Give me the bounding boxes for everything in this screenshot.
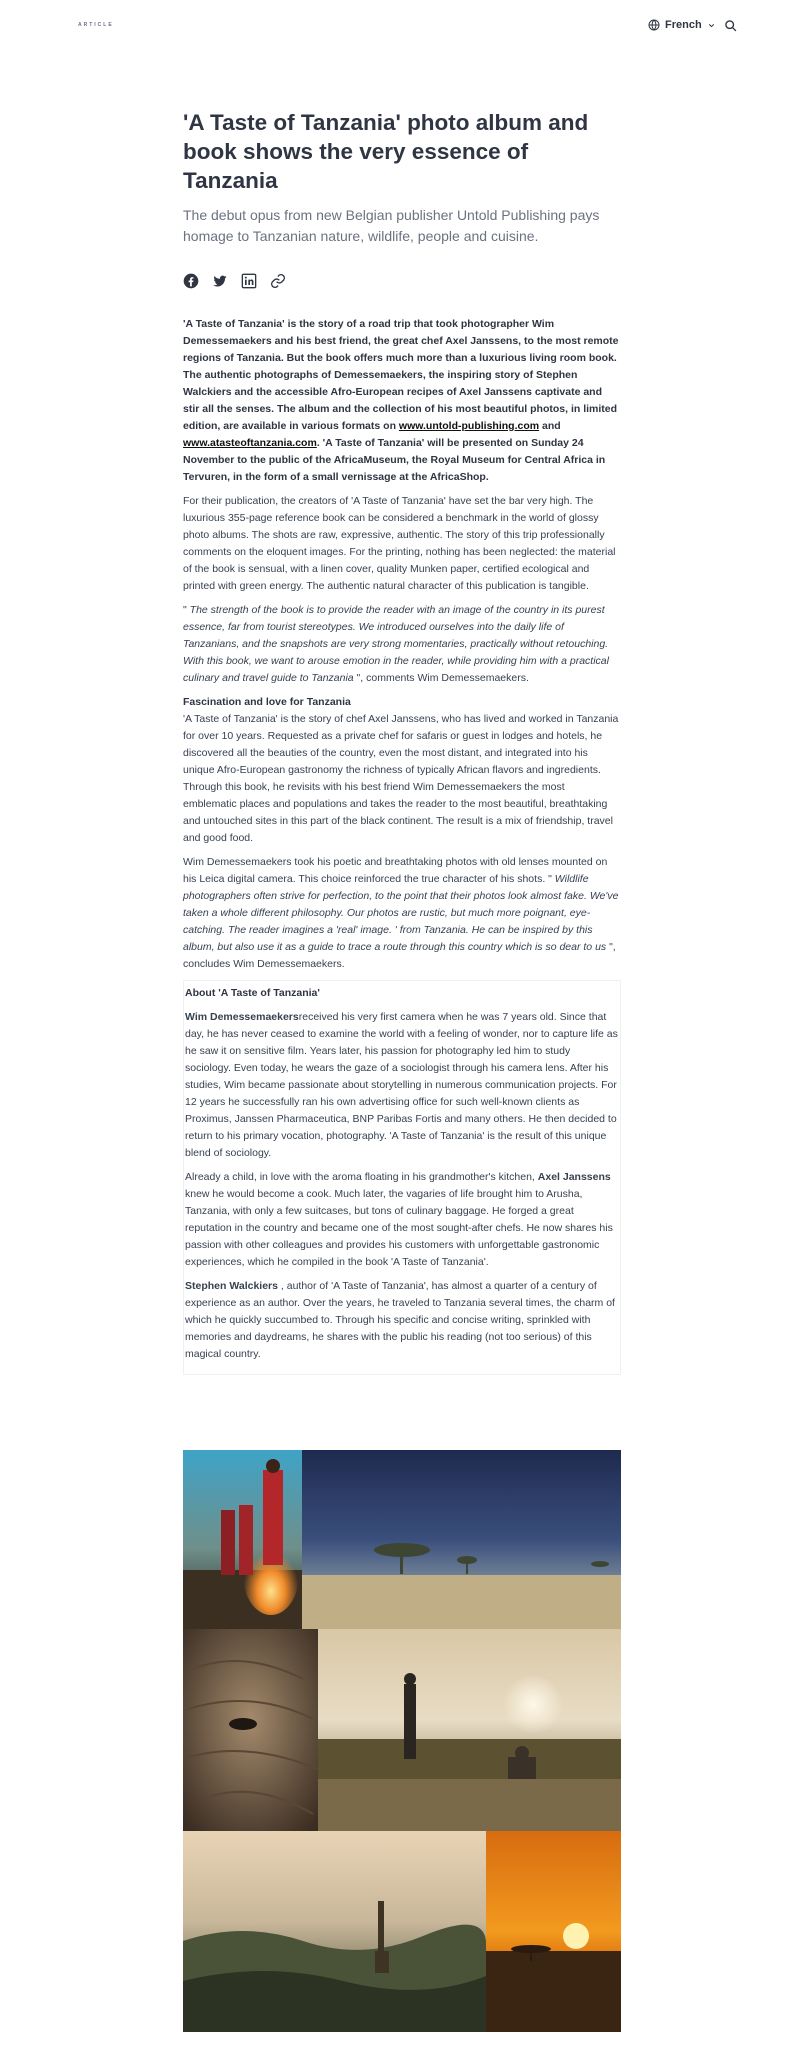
share-linkedin-button[interactable] [241,273,257,289]
paragraph-text: Wim Demessemaekers took his poetic and breathtaking photos with old lenses mounted on his Leica digital camera. This choice reinforced the true character of his shots. " [183,856,608,885]
lead-paragraph [183,316,621,486]
quote-mark: " [183,604,190,616]
photo-savanna-night[interactable] [302,1450,621,1629]
paragraph: 'A Taste of Tanzania' is the story of chef Axel Janssens, who has lived and worked in Tanzania for over 10 years. Requested as a private chef for safaris or guest in lodges and hotels, he discovered all the beauties of the country, even the most distant, and integrated into his unique Afro-European gastronomy the richness of typically African flavors and ingredients. Through this book, he revisits with his best friend Wim Demessemaekers the most emblematic places and populations and takes the reader to the most beautiful, breathtaking and untouched sites in this part of the black continent. The result is a mix of friendship, travel and good food. [183,713,619,844]
about-stephen [185,1278,619,1363]
quote-attribution: ", concludes Wim Demessemaekers. [183,941,616,970]
share-facebook-button[interactable] [183,273,199,289]
site-header [0,0,805,52]
globe-icon [648,19,660,31]
twitter-icon [212,273,228,289]
author-name: Axel Janssens [537,1171,611,1183]
author-bio: knew he would become a cook. Much later, the vagaries of life brought him to Arusha, Tanzania, with only a few suitcases, but tons of culinary baggage. He forged a great reputation in the country and became one of the most sought-after chefs. He now shares his passion with other colleagues and provides his customers with unforgettable gastronomic experiences, which he compiled in the book 'A Taste of Tanzania'. [185,1188,613,1268]
linkedin-icon [241,273,257,289]
facebook-icon [183,273,199,289]
paragraph: For their publication, the creators of 'A Taste of Tanzania' have set the bar very high. The luxurious 355-page reference book can be considered a benchmark in the world of glossy photo albums. The shots are raw, expressive, authentic. The story of this trip professionally comments on the eloquent images. For the printing, nothing has been neglected: the material of the book is sensual, with a linen cover, quality Munken paper, certified ecological and printed with green energy. The authentic natural character of this publication is tangible. [183,495,616,592]
author-bio: received his very first camera when he was 7 years old. Since that day, he has never ceased to examine the world with a feeling of wonder, nor to capture life as he saw it on sensitive film. Years later, his passion for photography led him to study sociology. Even today, he wears the gaze of a sociologist through his camera lens. After his studies, Wim became passionate about storytelling in numerous communication projects. For 12 years he successfully ran his own advertising office for such well-known clients as Proximus, Janssen Pharmaceutica, BNP Paribas Fortis and many others. He then decided to return to his primary vocation, photography. 'A Taste of Tanzania' is the result of this unique blend of sociology. [185,1011,618,1159]
about-box [183,980,621,1375]
author-bio: Already a child, in love with the aroma floating in his grandmother's kitchen, [185,1171,538,1183]
lead-text: . 'A Taste of Tanzania' will be presented on Sunday 24 November to the public of the AfricaMuseum, the Royal Museum for Central Africa in Tervuren, in the form of a small vernissage at the AfricaShop. [183,437,606,483]
photo-elephant-eye[interactable] [183,1629,318,1831]
photo-giraffe-forest[interactable] [183,1831,486,2032]
quote-paragraph [183,602,621,687]
author-name: Stephen Walckiers [185,1280,278,1292]
quote-paragraph [183,854,621,973]
author-bio: , author of 'A Taste of Tanzania', has almost a quarter of a century of experience as an author. Over the years, he traveled to Tanzania several times, the charm of which he quickly succumbed to. Through his specific and concise writing, sprinkled with memories and daydreams, he shares with the public his reading (not too serious) of this magical country. [185,1280,615,1360]
about-heading: About 'A Taste of Tanzania' [185,987,320,999]
search-button[interactable] [724,19,737,37]
link-icon [270,273,286,289]
section-heading: Fascination and love for Tanzania [183,696,351,708]
search-icon [724,19,737,32]
quote-attribution: ", comments Wim Demessemaekers. [353,672,529,684]
photo-sunset[interactable] [486,1831,621,2032]
share-twitter-button[interactable] [212,273,228,289]
chevron-down-icon [707,21,716,30]
about-wim [185,1009,619,1162]
article-body [183,316,621,1375]
article [183,108,621,1375]
photo-maasai-fire[interactable] [183,1450,302,1629]
site-logo[interactable]: ARTICLE [78,22,114,28]
share-bar [183,273,621,289]
quote-text: The strength of the book is to provide the reader with an image of the country in its purest essence, far from tourist stereotypes. We introduced ourselves into the daily life of Tanzanians, and the snapshots are very strong momentaries, practically without retouching. With this book, we want to arouse emotion in the reader, while providing him with a practical culinary and travel guide to Tanzania [183,604,609,684]
language-label: French [665,19,702,31]
article-subtitle: The debut opus from new Belgian publisher Untold Publishing pays homage to Tanzanian nature, wildlife, people and cuisine. [183,207,600,244]
quote-text: Wildlife photographers often strive for perfection, to the point that their photos look almost fake. We've taken a whole different philosophy. Our photos are rustic, but much more poignant, eye-catching. The reader imagines a 'real' image. ' from Tanzania. He can be inspired by this album, but also use it as a guide to trace a route through this country which is so dear to us [183,873,619,953]
lead-text: and [539,420,561,432]
atasteoftanzania-link[interactable]: www.atasteoftanzania.com [183,437,317,449]
author-name: Wim Demessemaekers [185,1011,299,1023]
copy-link-button[interactable] [270,273,286,289]
about-axel [185,1169,619,1271]
photo-maasai-rocks[interactable] [318,1629,621,1831]
photo-gallery [183,1450,621,2032]
lead-text: 'A Taste of Tanzania' is the story of a road trip that took photographer Wim Demessemaekers and his best friend, the great chef Axel Janssens, to the most remote regions of Tanzania. But the book offers much more than a luxurious living room book. The authentic photographs of Demessemaekers, the inspiring story of Stephen Walckiers and the accessible Afro-European recipes of Axel Janssens captivate and stir all the senses. The album and the collection of his most beautiful photos, in limited edition, are available in various formats on [183,318,619,432]
article-title: 'A Taste of Tanzania' photo album and book shows the very essence of Tanzania [183,110,589,193]
untold-publishing-link[interactable]: www.untold-publishing.com [398,420,540,432]
language-selector[interactable] [648,19,716,31]
